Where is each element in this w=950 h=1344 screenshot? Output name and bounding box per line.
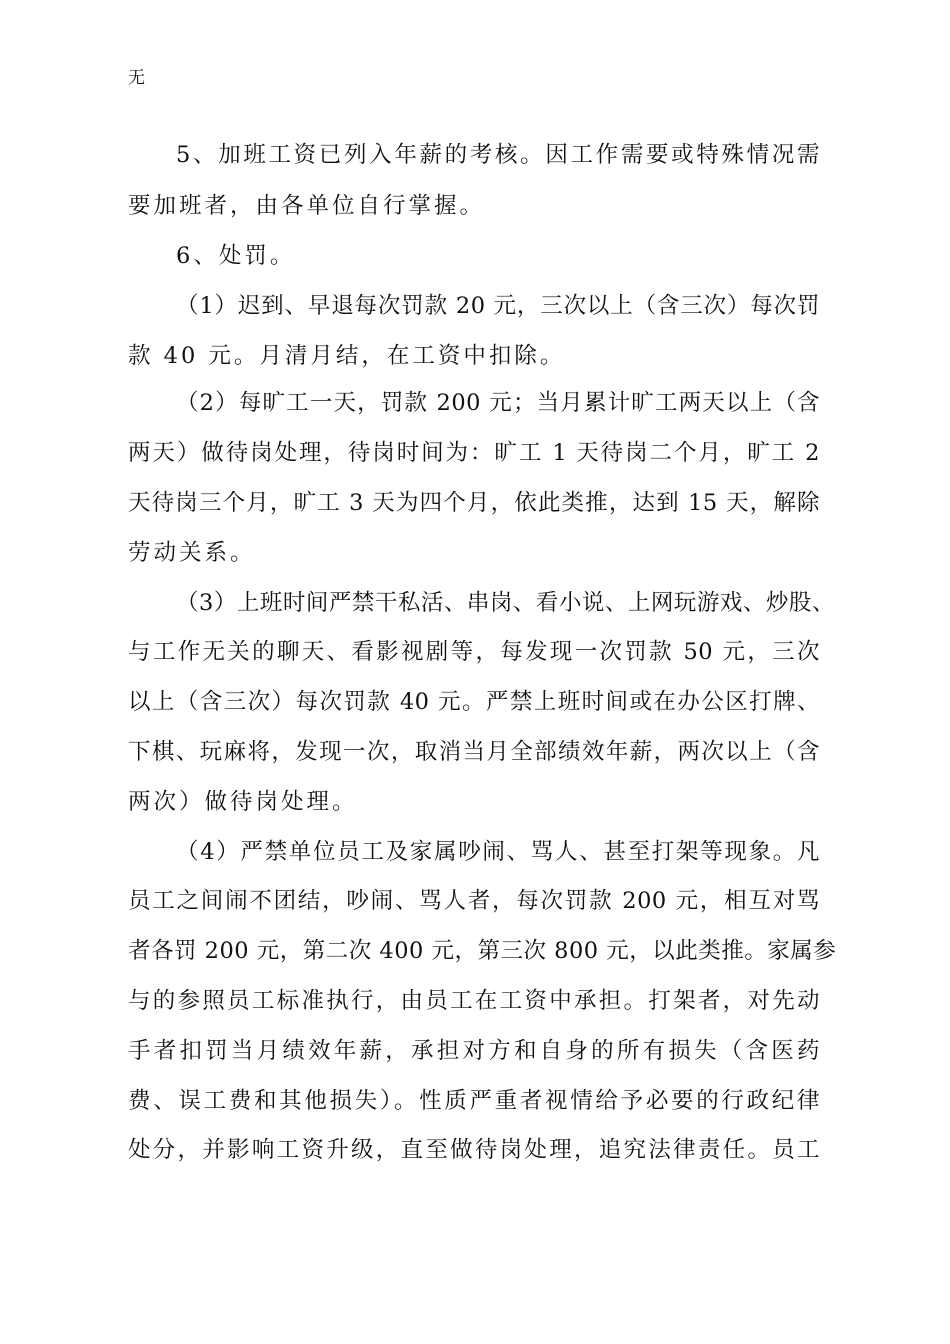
paragraph-line: 处分，并影响工资升级，直至做待岗处理，追究法律责任。员工	[128, 1137, 820, 1163]
paragraph-line: 员工之间闹不团结，吵闹、骂人者，每次罚款 200 元，相互对骂	[128, 888, 820, 914]
paragraph-line: （2）每旷工一天，罚款 200 元；当月累计旷工两天以上（含	[176, 390, 820, 416]
paragraph-line: 与工作无关的聊天、看影视剧等，每发现一次罚款 50 元，三次	[128, 639, 820, 665]
paragraph-line: 与的参照员工标准执行，由员工在工资中承担。打架者，对先动	[128, 988, 820, 1014]
paragraph-line: （3）上班时间严禁干私活、串岗、看小说、上网玩游戏、炒股、	[176, 590, 835, 616]
paragraph-line: 天待岗三个月，旷工 3 天为四个月，依此类推，达到 15 天，解除	[128, 490, 820, 516]
page-header: 无	[128, 68, 145, 88]
paragraph-line: 劳动关系。	[128, 540, 256, 566]
paragraph-line: 5、加班工资已列入年薪的考核。因工作需要或特殊情况需	[176, 142, 820, 168]
paragraph-line: 手者扣罚当月绩效年薪，承担对方和自身的所有损失（含医药	[128, 1038, 820, 1064]
section-heading: 6、处罚。	[176, 243, 296, 269]
paragraph-line: 款 40 元。月清月结，在工资中扣除。	[128, 343, 566, 369]
paragraph-line: 两天）做待岗处理，待岗时间为：旷工 1 天待岗二个月，旷工 2	[128, 440, 820, 466]
paragraph-line: 以上（含三次）每次罚款 40 元。严禁上班时间或在办公区打牌、	[128, 689, 820, 715]
paragraph-line: 费、误工费和其他损失）。性质严重者视情给予必要的行政纪律	[128, 1088, 820, 1114]
paragraph-line: 要加班者，由各单位自行掌握。	[128, 193, 486, 219]
paragraph-line: 下棋、玩麻将，发现一次，取消当月全部绩效年薪，两次以上（含	[128, 739, 820, 765]
paragraph-line: 两次）做待岗处理。	[128, 789, 358, 815]
paragraph-line: （4）严禁单位员工及家属吵闹、骂人、甚至打架等现象。凡	[176, 839, 820, 865]
paragraph-line: 者各罚 200 元，第二次 400 元，第三次 800 元，以此类推。家属参	[128, 938, 837, 964]
paragraph-line: （1）迟到、早退每次罚款 20 元，三次以上（含三次）每次罚	[176, 293, 820, 319]
